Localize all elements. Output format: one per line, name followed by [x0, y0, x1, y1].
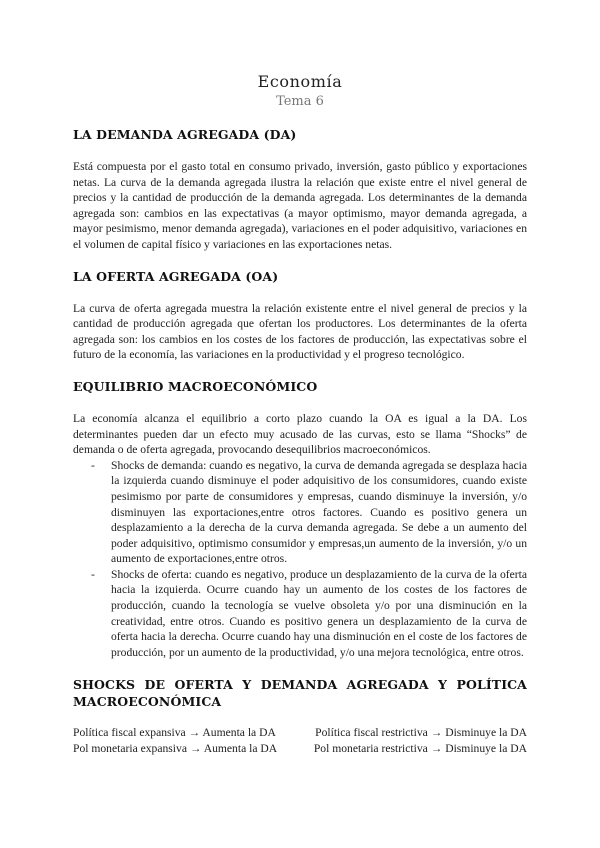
section-body-oferta: La curva de oferta agregada muestra la relación existente entre el nivel general de precios y la cantidad de producción agregada que ofertan los productores. Los determinantes de la oferta agregada son: los cambios en los costes de los factores de producción, las expectativas sobre el futuro de la economía, las variaciones en la productividad y el progreso tecnológico. [73, 301, 527, 362]
section-body-demanda: Está compuesta por el gasto total en consumo privado, inversión, gasto público y exportaciones netas. La curva de la demanda agregada ilustra la relación que existe entre el nivel general de precios y la cantidad de producción de la demanda agregada. Los determinantes de la demanda agregada son: cambios en las expectativas (a mayor optimismo, mayor demanda agregada, a mayor pesimismo, menor demanda agregada), variaciones en el poder adquisitivo, variaciones en el volumen de capital físico y variaciones en las exportaciones netas. [73, 160, 527, 251]
bullet-text: Shocks de oferta: cuando es negativo, produce un desplazamiento de la curva de la oferta hacia la izquierda. Ocurre cuando hay un aumento de los costes de los factores de producción, cuando la tecnología se vuelve obsoleta y/o por una disminución en la creatividad, entre otros. Cuando es positivo genera un desplazamiento de la curva de oferta hacia la derecha. Ocurre cuando hay una disminución en el coste de los factores de producción, por un aumento de la productividad, y/o una mejora tecnológica, entre otros. [111, 567, 527, 659]
bullet-marker: - [91, 458, 95, 472]
document-title: Economía [257, 72, 343, 91]
policy-table [73, 725, 527, 756]
section-heading-oferta: LA OFERTA AGREGADA (OA) [73, 268, 279, 284]
policy-monetaria-expansiva: Pol monetaria expansiva → Aumenta la DA [73, 742, 278, 756]
table-row [73, 741, 527, 757]
list-item [73, 567, 527, 661]
bullet-list-shocks [73, 458, 527, 661]
bullet-marker: - [91, 567, 95, 581]
policy-monetaria-restrictiva: Pol monetaria restrictiva → Disminuye la DA [313, 742, 527, 756]
section-heading-shocks-politica: SHOCKS DE OFERTA Y DEMANDA AGREGADA Y POLÍTICA MACROECONÓMICA [73, 677, 527, 710]
policy-fiscal-expansiva: Política fiscal expansiva → Aumenta la DA [73, 726, 276, 740]
list-item [73, 458, 527, 567]
policy-fiscal-restrictiva: Política fiscal restrictiva → Disminuye la DA [315, 726, 527, 740]
table-row [73, 725, 527, 741]
bullet-text: Shocks de demanda: cuando es negativo, la curva de demanda agregada se desplaza hacia la izquierda cuando disminuye el poder adquisitivo de los consumidores, cuando existe pesimismo por parte de consumidores y empresas, cuando disminuye la inversión, y/o disminuyen las exportaciones,entre otros factores. Cuando es positivo genera un desplazamiento a la derecha de la curva demanda agregada. Se debe a un aumento del poder adquisitivo, optimismo consumidor y empresas,un aumento de la inversión, y/o un aumento de exportaciones,entre otros. [111, 458, 527, 566]
section-body-equilibrio: La economía alcanza el equilibrio a corto plazo cuando la OA es igual a la DA. Los determinantes pueden dar un efecto muy acusado de las curvas, esto se llama “Shocks” de demanda o de oferta agregada, provocando desequilibrios macroeconómicos. [73, 411, 527, 457]
document-subtitle: Tema 6 [276, 94, 324, 109]
section-heading-demanda: LA DEMANDA AGREGADA (DA) [73, 127, 297, 142]
document-content [73, 127, 527, 757]
section-heading-equilibrio: EQUILIBRIO MACROECONÓMICO [73, 378, 318, 394]
